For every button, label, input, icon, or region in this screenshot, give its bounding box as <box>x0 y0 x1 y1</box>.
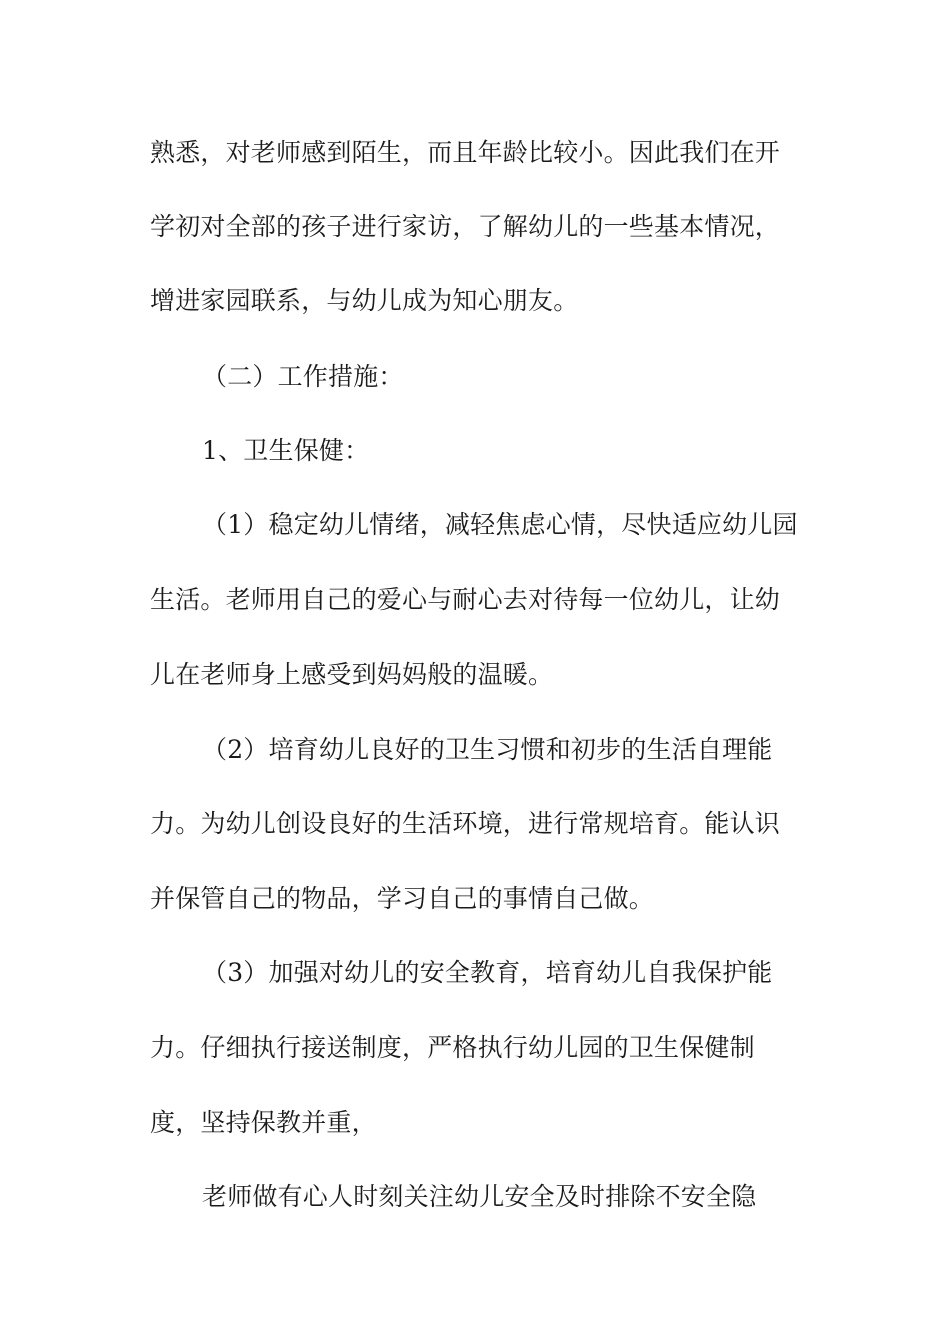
paragraph-line: 度，坚持保教并重， <box>150 1108 377 1137</box>
paragraph-line: 老师做有心人时刻关注幼儿安全及时排除不安全隐 <box>202 1182 757 1211</box>
paragraph-line: （2）培育幼儿良好的卫生习惯和初步的生活自理能 <box>202 735 773 764</box>
paragraph-line: （3）加强对幼儿的安全教育，培育幼儿自我保护能 <box>202 958 773 987</box>
paragraph-line: 力。为幼儿创设良好的生活环境，进行常规培育。能认识 <box>150 809 781 838</box>
paragraph-line: 儿在老师身上感受到妈妈般的温暖。 <box>150 660 554 689</box>
paragraph-line: 增进家园联系，与幼儿成为知心朋友。 <box>150 286 579 315</box>
subsection-heading: 1、卫生保健： <box>202 436 370 465</box>
paragraph-line: 生活。老师用自己的爱心与耐心去对待每一位幼儿，让幼 <box>150 585 781 614</box>
section-heading: （二）工作措施： <box>202 362 404 391</box>
paragraph-line: 并保管自己的物品，学习自己的事情自己做。 <box>150 884 655 913</box>
paragraph-line: 熟悉，对老师感到陌生，而且年龄比较小。因此我们在开 <box>150 138 781 167</box>
paragraph-line: （1）稳定幼儿情绪，减轻焦虑心情，尽快适应幼儿园 <box>202 510 798 539</box>
paragraph-line: 力。仔细执行接送制度，严格执行幼儿园的卫生保健制 <box>150 1033 755 1062</box>
paragraph-line: 学初对全部的孩子进行家访，了解幼儿的一些基本情况， <box>150 212 781 241</box>
